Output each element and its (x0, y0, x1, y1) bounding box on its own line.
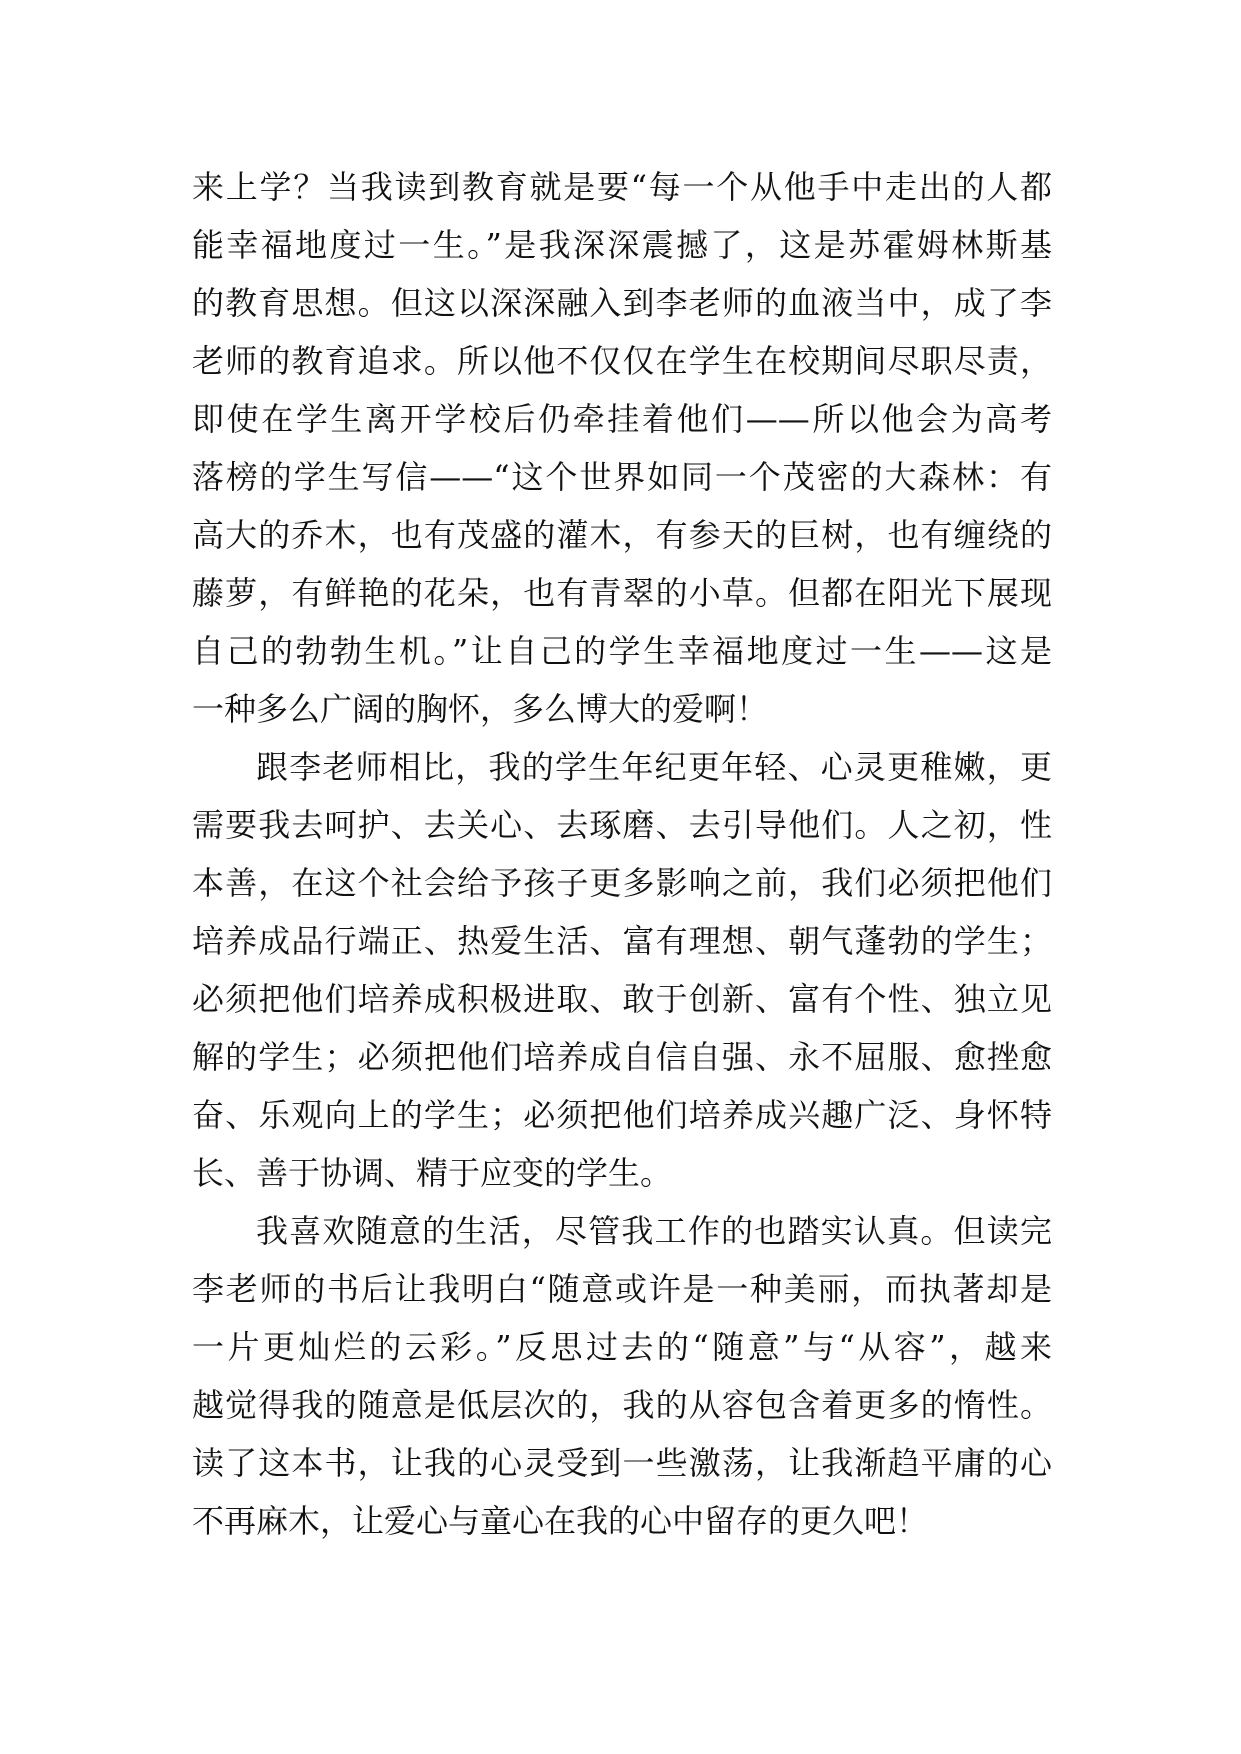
text-line: 即使在学生离开学校后仍牵挂着他们——所以他会为高考 (192, 400, 1052, 438)
text-line: 我喜欢随意的生活，尽管我工作的也踏实认真。但读完 (256, 1212, 1052, 1250)
text-line: 必须把他们培养成积极进取、敢于创新、富有个性、独立见 (192, 980, 1052, 1018)
text-line: 需要我去呵护、去关心、去琢磨、去引导他们。人之初，性 (192, 806, 1052, 844)
text-line: 奋、乐观向上的学生；必须把他们培养成兴趣广泛、身怀特 (192, 1096, 1052, 1134)
text-line: 培养成品行端正、热爱生活、富有理想、朝气蓬勃的学生； (192, 922, 1052, 960)
text-line: 高大的乔木，也有茂盛的灌木，有参天的巨树，也有缠绕的 (192, 516, 1052, 554)
text-line: 解的学生；必须把他们培养成自信自强、永不屈服、愈挫愈 (192, 1038, 1052, 1076)
text-line: 藤萝，有鲜艳的花朵，也有青翠的小草。但都在阳光下展现 (192, 574, 1052, 612)
text-line: 本善，在这个社会给予孩子更多影响之前，我们必须把他们 (192, 864, 1052, 902)
text-line: 读了这本书，让我的心灵受到一些激荡，让我渐趋平庸的心 (192, 1444, 1052, 1482)
text-line: 一种多么广阔的胸怀，多么博大的爱啊！ (192, 690, 769, 728)
text-line: 落榜的学生写信——“这个世界如同一个茂密的大森林：有 (192, 458, 1052, 496)
text-line: 自己的勃勃生机。”让自己的学生幸福地度过一生——这是 (192, 632, 1052, 670)
text-line: 老师的教育追求。所以他不仅仅在学生在校期间尽职尽责， (192, 342, 1052, 380)
text-line: 来上学？当我读到教育就是要“每一个从他手中走出的人都 (192, 168, 1052, 206)
text-line: 的教育思想。但这以深深融入到李老师的血液当中，成了李 (192, 284, 1052, 322)
text-line: 不再麻木，让爱心与童心在我的心中留存的更久吧！ (192, 1502, 929, 1540)
document-body (192, 158, 1052, 1550)
text-line: 一片更灿烂的云彩。”反思过去的“随意”与“从容”，越来 (192, 1328, 1052, 1366)
text-line: 能幸福地度过一生。”是我深深震撼了，这是苏霍姆林斯基 (192, 226, 1052, 264)
text-line: 李老师的书后让我明白“随意或许是一种美丽，而执著却是 (192, 1270, 1052, 1308)
text-line: 越觉得我的随意是低层次的，我的从容包含着更多的惰性。 (192, 1386, 1052, 1424)
text-line: 长、善于协调、精于应变的学生。 (192, 1154, 673, 1192)
text-line: 跟李老师相比，我的学生年纪更年轻、心灵更稚嫩，更 (256, 748, 1052, 786)
